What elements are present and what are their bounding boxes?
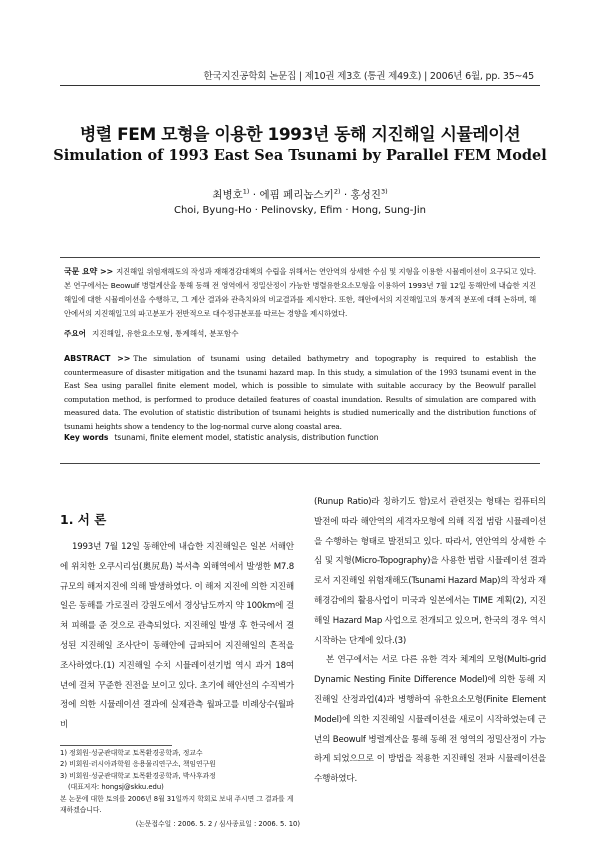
submission-dates: (논문접수일 : 2006. 5. 2 / 심사종료일 : 2006. 5. 10) bbox=[135, 820, 300, 829]
journal-volume: 제10권 제3호 (통권 제49호) bbox=[304, 71, 422, 82]
body-column-left bbox=[60, 538, 294, 736]
journal-header-text: 한국지진공학회 논문집 | 제10권 제3호 (통권 제49호) | 2006년 6월, pp. 35~45 bbox=[203, 71, 534, 82]
author-mark: 1) bbox=[242, 187, 250, 196]
author-name: 최병호 bbox=[212, 189, 243, 201]
abstract-korean-text: 지진해일 위험재해도의 작성과 재해경감대책의 수립을 위해서는 연안역의 상세한 수심 및 지형을 이용한 시뮬레이션이 요구되고 있다. 본 연구에서는 Beowulf 병렬계산을 통해 동해 전 영역에서 정밀산정이 가능한 병렬유한요소모형을 이용하여 1993년 7월 12일 동해안에 내습한 지진해일에 대한 시뮬레이션을 수행하고, 그 계산 결과와 관측치와의 비교결과를 제시한다. 또한, 해안에서의 지진해일고의 통계적 분포에 대해 논하며, 해안에서의 지진해일고의 파고분포가 전반적으로 대수정규분포를 따르는 경향을 제시하였다. bbox=[64, 267, 536, 318]
abstract-english-text: The simulation of tsunami using detailed bathymetry and topography is required to establish the countermeasure of disaster mitigation and the tsunami hazard map. In this study, a simulation of the 1993 tsunami event in the East Sea using parallel finite element model, which is possible to simulate with suitable accuracy by the Beowulf parallel computation method, is performed to produce detailed features of coastal inundation. Results of simulation are compared with measured data. The evolution of statistic distribution of tsunami heights is studied numerically and the distribution functions of tsunami heights show a tendency to the log-normal curve along coastal area. bbox=[64, 354, 536, 431]
abstract-korean bbox=[64, 265, 536, 321]
abstract-english-label: ABSTRACT >> bbox=[64, 354, 131, 363]
authors-english: Choi, Byung-Ho · Pelinovsky, Efim · Hong, Sung-Jin bbox=[173, 205, 426, 216]
abstract-bottom-rule bbox=[60, 463, 540, 464]
footnote-2: 2) 비회원·러시아과학원 응용물리연구소, 책임연구원 bbox=[60, 760, 216, 769]
author-name: 에핌 페리놉스키 bbox=[259, 189, 334, 201]
corresponding-author: (대표저자: hongsj@skku.edu) bbox=[68, 783, 164, 792]
discussion-note: 본 논문에 대한 토의를 2006년 8월 31일까지 학회로 보내 주시면 그 결과를 게재하겠습니다. bbox=[60, 794, 294, 815]
author-mark: 3) bbox=[380, 187, 388, 196]
keywords-english-label: Key words bbox=[64, 433, 109, 442]
keywords-korean bbox=[64, 328, 536, 340]
keywords-korean-text: 지진해일, 유한요소모형, 통계해석, 분포함수 bbox=[92, 329, 239, 338]
keywords-english-text: tsunami, finite element model, statistic analysis, distribution function bbox=[114, 433, 379, 442]
footnotes bbox=[60, 748, 300, 831]
footnote-1: 1) 정회원·성균관대학교 토목환경공학과, 정교수 bbox=[60, 749, 203, 757]
abstract-korean-label: 국문 요약 >> bbox=[64, 267, 114, 276]
authors-korean: 최병호$^{1)}$ · 에핌 페리놉스키$^{2)}$ · 홍성진$^{3)}$ bbox=[212, 187, 388, 201]
abstract-top-rule bbox=[60, 257, 540, 258]
paper-title-korean: 병렬 FEM 모형을 이용한 1993년 동해 지진해일 시뮬레이션 bbox=[79, 125, 521, 145]
footnote-rule bbox=[60, 745, 172, 746]
header-rule bbox=[60, 85, 540, 86]
keywords-korean-label: 주요어 bbox=[64, 329, 87, 338]
paragraph: 본 연구에서는 서로 다른 유한 격자 체계의 모형(Multi-grid Dynamic Nesting Finite Difference Model)에 의한 동해 지진해일 산정과업(4)과 병행하여 유한요소모형(Finite Element Model)에 의한 지진해일 시뮬레이션을 새로이 시작하였는데 근년의 Beowulf 병렬계산을 통해 동해 전 영역의 정밀산정이 가능하게 되었으므로 이 방법을 적용한 지진해일 전파 시뮬레이션을 수행하였다. bbox=[314, 655, 546, 785]
author-mark: 2) bbox=[333, 187, 341, 196]
paragraph: (Runup Ratio)라 칭하기도 함)로서 관련짓는 형태는 컴퓨터의 발전에 따라 해안역의 세격자모형에 의해 직접 범람 시뮬레이션을 수행하는 형태로 발전되고 있다. 따라서, 연안역의 상세한 수심 및 지형(Micro-Topography)을 사용한 범람 시뮬레이션 결과로서 지진해일 위험재해도(Tsunami Hazard Map)의 작성과 재해경감에의 활용사업이 미국과 일본에서는 TIME 계획(2), 지진해일 Hazard Map 사업으로 전개되고 있으며, 한국의 경우 역시 시작하는 단계에 있다.(3) bbox=[314, 497, 546, 646]
journal-date-pages: 2006년 6월, pp. 35~45 bbox=[429, 71, 534, 82]
footnote-3: 3) 비회원·성균관대학교 토목환경공학과, 박사후과정 bbox=[60, 771, 216, 780]
section-title-introduction: 1. 서 론 bbox=[60, 512, 107, 527]
keywords-english bbox=[64, 432, 536, 444]
paper-title-english: Simulation of 1993 East Sea Tsunami by Parallel FEM Model bbox=[53, 147, 547, 164]
paragraph: 1993년 7월 12일 동해안에 내습한 지진해일은 일본 서해안에 위치한 오쿠시리섬(奧尻島) 북서측 외해역에서 발생한 M7.8 규모의 해저지진에 의해 발생하였다. 이 해저 지진에 의한 지진해일은 동해를 가로질러 강원도에서 경상남도까지 약 100km에 걸쳐 피해를 준 것으로 관측되었다. 지진해일 발생 후 한국에서 결성된 지진해일 조사단이 동해안에 급파되어 지진해일의 흔적을 조사하였다.(1) 지진해일 수치 시뮬레이션기법 역시 과거 18여년에 걸쳐 꾸준한 진전을 보이고 있다. 초기에 해안선의 수직벽가정에 의한 시뮬레이션 결과에 실제관측 월파고를 비례상수(월파비 bbox=[60, 542, 294, 731]
journal-header bbox=[60, 62, 540, 86]
journal-name: 한국지진공학회 논문집 bbox=[203, 71, 297, 82]
author-name: 홍성진 bbox=[350, 189, 381, 201]
abstract-english bbox=[64, 352, 536, 434]
body-column-right bbox=[314, 493, 546, 790]
